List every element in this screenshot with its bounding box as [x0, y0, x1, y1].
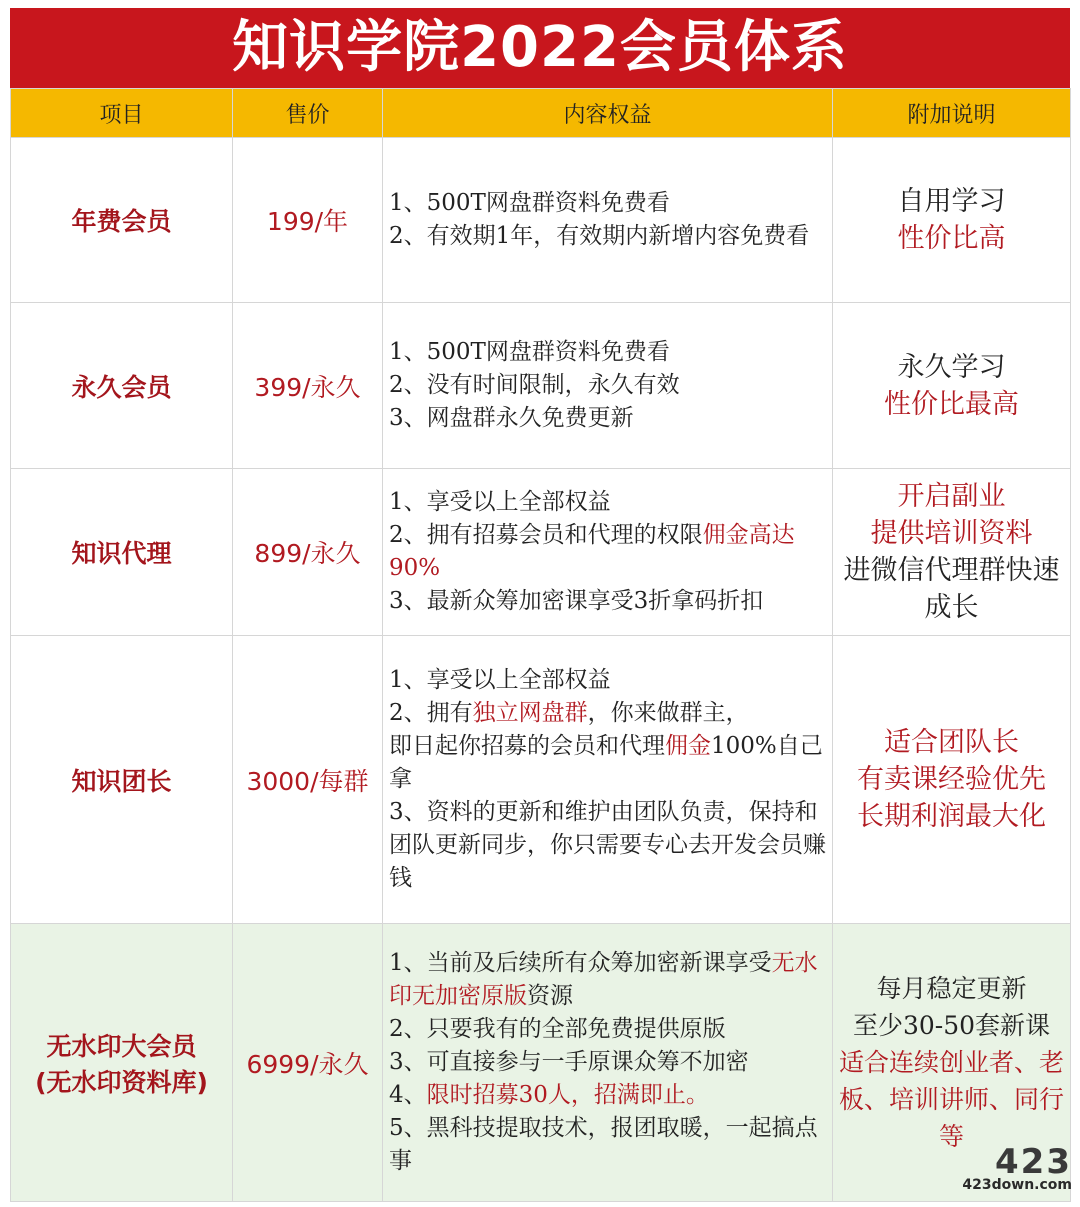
tier-name-text: 知识团长 — [71, 766, 172, 796]
benefit-line — [389, 796, 832, 895]
membership-tier-name — [11, 636, 233, 924]
price-cell: 899/永久 — [233, 469, 383, 636]
benefit-text: 4、 — [389, 1082, 427, 1108]
note-line: 适合连续创业者、老板、培训讲师、同行等 — [838, 1048, 1064, 1151]
benefit-text: 2、拥有 — [389, 700, 473, 726]
note-line: 每月稳定更新 — [876, 974, 1027, 1003]
note-line: 自用学习 — [897, 186, 1006, 217]
benefit-line — [389, 369, 832, 402]
note-line: 性价比最高 — [884, 388, 1019, 420]
benefit-text: 2、没有时间限制，永久有效 — [389, 372, 680, 398]
watermark-site: 423down.com — [962, 1177, 1072, 1193]
benefit-text: 5、黑科技提取技术，报团取暖，一起搞点事 — [389, 1115, 818, 1174]
note-cell — [833, 469, 1071, 636]
benefit-line — [389, 220, 832, 253]
benefit-text: 1、500T网盘群资料免费看 — [389, 190, 670, 216]
membership-table — [10, 88, 1071, 1202]
price-cell: 199/年 — [233, 138, 383, 303]
benefit-line — [389, 664, 832, 697]
benefit-line — [389, 585, 832, 618]
tier-name-text: 永久会员 — [71, 372, 172, 402]
note-line: 永久学习 — [897, 351, 1006, 383]
benefit-line — [389, 947, 832, 1013]
benefit-text: 2、只要我有的全部免费提供原版 — [389, 1016, 726, 1042]
benefit-text: 2、拥有招募会员和代理的权限 — [389, 522, 703, 548]
benefits-cell — [383, 636, 833, 924]
price-cell: 3000/每群 — [233, 636, 383, 924]
note-cell — [833, 303, 1071, 469]
header-price: 售价 — [233, 89, 383, 138]
note-line: 开启副业 — [897, 481, 1006, 512]
benefit-text-tail: ，你来做群主， — [587, 700, 749, 726]
benefit-line — [389, 519, 832, 585]
note-line: 长期利润最大化 — [857, 801, 1046, 832]
table-row — [11, 636, 1071, 924]
benefit-highlight: 独立网盘群 — [472, 700, 588, 726]
tier-name-text: 知识代理 — [71, 539, 172, 568]
page-title: 知识学院2022会员体系 — [10, 8, 1070, 88]
benefit-text-tail: 100%自己拿 — [389, 733, 823, 792]
membership-tier-name — [11, 469, 233, 636]
benefit-highlight: 佣金高达90% — [389, 522, 795, 581]
membership-tier-name — [11, 138, 233, 303]
header-content: 内容权益 — [383, 89, 833, 138]
benefit-text: 1、享受以上全部权益 — [389, 489, 611, 515]
benefit-text: 3、资料的更新和维护由团队负责，保持和团队更新同步，你只需要专心去开发会员赚钱 — [389, 799, 826, 891]
note-line: 性价比高 — [897, 223, 1006, 254]
benefit-line — [389, 697, 832, 730]
watermark-number: 423 — [995, 1142, 1072, 1182]
membership-tier-name — [11, 924, 233, 1202]
benefits-cell — [383, 469, 833, 636]
watermark-logo — [962, 1142, 1072, 1193]
benefit-text: 1、享受以上全部权益 — [389, 667, 611, 693]
benefit-line — [389, 1079, 832, 1112]
benefit-line — [389, 1046, 832, 1079]
benefit-highlight: 限时招募30人，招满即止。 — [426, 1082, 709, 1108]
table-row — [11, 303, 1071, 469]
note-cell — [833, 138, 1071, 303]
benefit-text: 3、可直接参与一手原课众筹不加密 — [389, 1049, 749, 1075]
table-row — [11, 469, 1071, 636]
table-header-row — [11, 89, 1071, 138]
benefit-text: 1、500T网盘群资料免费看 — [389, 339, 670, 365]
tier-name-text: 年费会员 — [71, 207, 172, 236]
benefit-line — [389, 730, 832, 796]
benefit-highlight: 无水印无加密原版 — [389, 950, 818, 1009]
benefits-cell — [383, 138, 833, 303]
benefit-text: 即日起你招募的会员和代理 — [389, 733, 665, 759]
benefit-text: 2、有效期1年，有效期内新增内容免费看 — [389, 223, 810, 249]
benefit-line — [389, 1112, 832, 1178]
benefit-line — [389, 1013, 832, 1046]
benefit-line — [389, 187, 832, 220]
tier-subtitle-text: (无水印资料库) — [35, 1067, 208, 1097]
benefit-text: 3、网盘群永久免费更新 — [389, 405, 634, 431]
benefit-highlight: 佣金 — [665, 733, 711, 759]
price-cell: 399/永久 — [233, 303, 383, 469]
benefit-text: 3、最新众筹加密课享受3折拿码折扣 — [389, 588, 764, 614]
price-cell: 6999/永久 — [233, 924, 383, 1202]
benefit-line — [389, 336, 832, 369]
benefits-cell — [383, 924, 833, 1202]
note-line: 进微信代理群快速成长 — [843, 555, 1060, 623]
benefits-cell — [383, 303, 833, 469]
membership-tier-name — [11, 303, 233, 469]
header-note: 附加说明 — [833, 89, 1071, 138]
tier-name-text: 无水印大会员 — [46, 1031, 197, 1061]
benefit-line — [389, 402, 832, 435]
note-line: 提供培训资料 — [870, 518, 1033, 549]
benefit-line — [389, 486, 832, 519]
note-line: 有卖课经验优先 — [857, 764, 1046, 795]
benefit-text-tail: 资源 — [527, 983, 573, 1009]
table-row — [11, 924, 1071, 1202]
benefit-text: 1、当前及后续所有众筹加密新课享受 — [389, 950, 772, 976]
note-line: 至少30-50套新课 — [852, 1011, 1051, 1040]
header-item: 项目 — [11, 89, 233, 138]
note-line: 适合团队长 — [884, 727, 1019, 758]
table-row — [11, 138, 1071, 303]
note-cell — [833, 636, 1071, 924]
